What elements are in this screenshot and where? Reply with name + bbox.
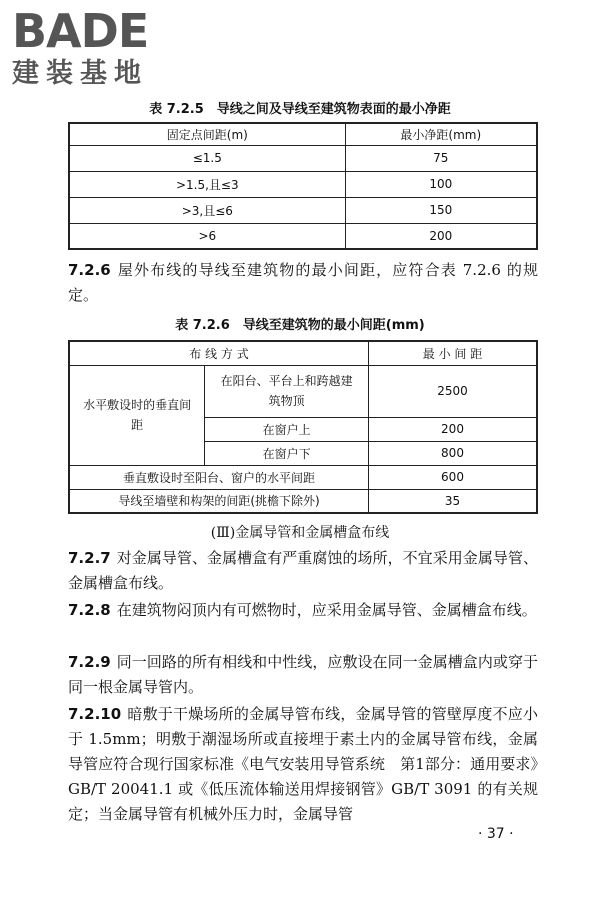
clause-text: 对金属导管、金属槽盒有严重腐蚀的场所，不宜采用金属导管、金属槽盒布线。 xyxy=(68,549,538,592)
table1-cell: 200 xyxy=(345,223,537,249)
table2-sub-label: 在窗户下 xyxy=(205,441,369,465)
table1-header-spacing: 固定点间距(m) xyxy=(69,123,345,145)
table1-cell: 150 xyxy=(345,197,537,223)
clause-text: 同一回路的所有相线和中性线，应敷设在同一金属槽盒内或穿于同一根金属导管内。 xyxy=(68,653,538,696)
table2-group-label: 水平敷设时的垂直间距 xyxy=(69,365,205,465)
table2-sub-label: 在窗户上 xyxy=(205,417,369,441)
table2-sub-label: 在阳台、平台上和跨越建筑物顶 xyxy=(205,365,369,417)
logo-wordmark: BADE xyxy=(12,4,149,58)
table-7-2-6-caption: 表 7.2.6 导线至建筑物的最小间距(mm) xyxy=(175,318,425,333)
table2-full-label: 垂直敷设时至阳台、窗户的水平间距 xyxy=(69,465,369,489)
page-number: · 37 · xyxy=(478,826,514,842)
section-title: (Ⅲ)金属导管和金属槽盒布线 xyxy=(210,525,390,541)
clause-text: 屋外布线的导线至建筑物的最小间距，应符合表 7.2.6 的规定。 xyxy=(68,261,538,304)
clause-7-2-10 xyxy=(68,702,538,827)
table1-cell: >1.5,且≤3 xyxy=(69,171,345,197)
table2-value: 800 xyxy=(369,441,537,465)
clause-number: 7.2.6 xyxy=(68,261,111,279)
table1-cell: 100 xyxy=(345,171,537,197)
table-7-2-6 xyxy=(68,340,538,514)
logo xyxy=(12,6,182,90)
table2-header-min: 最 小 间 距 xyxy=(369,341,537,365)
table2-value: 600 xyxy=(369,465,537,489)
clause-text: 在建筑物闷顶内有可燃物时，应采用金属导管、金属槽盒布线。 xyxy=(116,601,537,619)
table-7-2-5-caption: 表 7.2.5 导线之间及导线至建筑物表面的最小净距 xyxy=(149,102,451,117)
clause-7-2-7 xyxy=(68,546,538,596)
table-7-2-5 xyxy=(68,122,538,250)
clause-7-2-8 xyxy=(68,598,538,623)
logo-subtitle: 建装基地 xyxy=(12,58,148,89)
clause-number: 7.2.10 xyxy=(68,705,122,723)
table1-cell: 75 xyxy=(345,145,537,171)
table1-cell: ≤1.5 xyxy=(69,145,345,171)
table1-cell: >3,且≤6 xyxy=(69,197,345,223)
clause-number: 7.2.9 xyxy=(68,653,111,671)
clause-7-2-9 xyxy=(68,650,538,700)
clause-text: 暗敷于干燥场所的金属导管布线，金属导管的管壁厚度不应小于 1.5mm；明敷于潮湿场所或直接埋于素土内的金属导管布线，金属导管应符合现行国家标准《电气安装用导管系统 第1部分：通用要求》GB/T 20041.1 或《低压流体输送用焊接钢管》GB/T 3091 的有关规定；当金属导管有机械外压力时，金属导管 xyxy=(68,705,538,823)
clause-number: 7.2.7 xyxy=(68,549,111,567)
table1-cell: >6 xyxy=(69,223,345,249)
table2-value: 200 xyxy=(369,417,537,441)
table1-header-clearance: 最小净距(mm) xyxy=(345,123,537,145)
table2-full-label: 导线至墙壁和构架的间距(挑檐下除外) xyxy=(69,489,369,513)
table2-header-method: 布 线 方 式 xyxy=(69,341,369,365)
clause-number: 7.2.8 xyxy=(68,601,111,619)
clause-7-2-6 xyxy=(68,258,538,308)
table2-value: 2500 xyxy=(369,365,537,417)
table2-value: 35 xyxy=(369,489,537,513)
